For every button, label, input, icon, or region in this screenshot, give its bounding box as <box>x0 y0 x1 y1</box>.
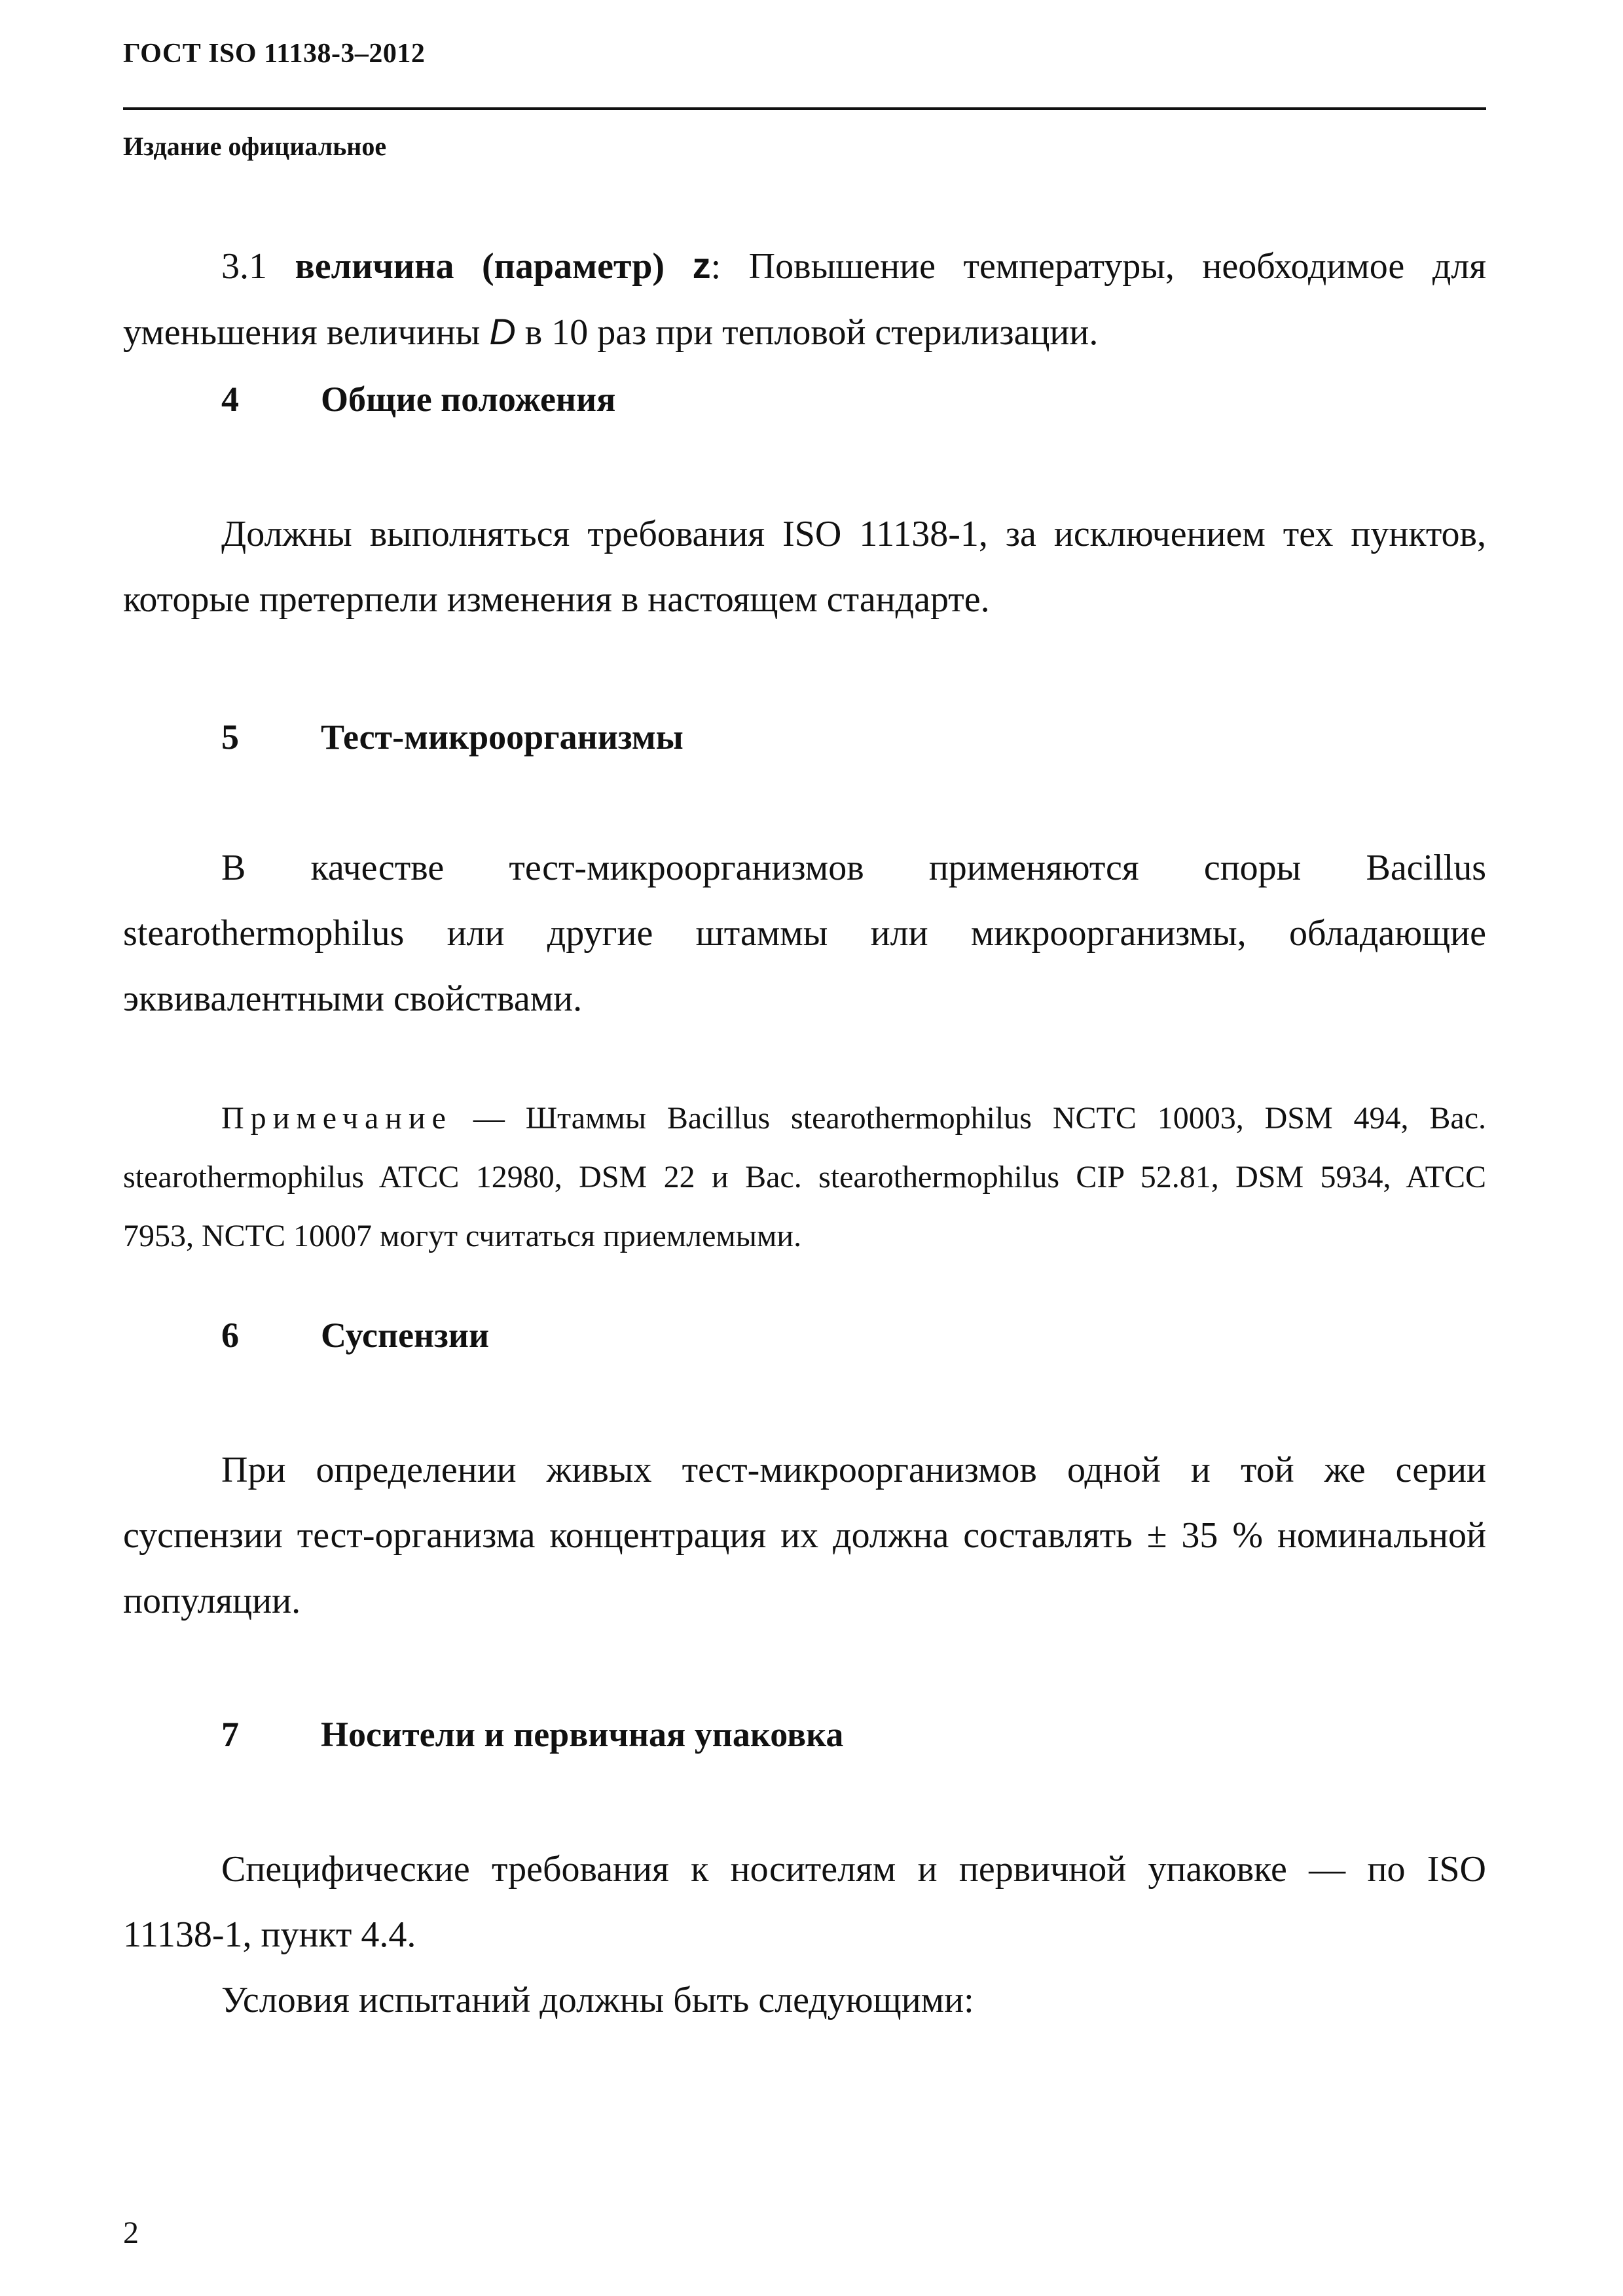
section-5-note <box>123 1089 1486 1266</box>
section-4-heading <box>221 367 615 432</box>
section-4-number: 4 <box>221 380 239 419</box>
definition-text-part2b: в 10 раз при тепловой стерилизации. <box>515 312 1099 353</box>
section-6-line-3: популяции. <box>123 1581 301 1621</box>
section-5-heading <box>221 704 684 770</box>
section-5-line-3: эквивалентными свойствами. <box>123 978 583 1019</box>
section-6-line-2: суспензии тест-организма концентрация их должна составлять ± 35 % номинальной <box>123 1515 1486 1556</box>
section-5-number: 5 <box>221 717 239 757</box>
section-6-paragraph <box>123 1437 1486 1634</box>
note-line-2: stearothermophilus ATCC 12980, DSM 22 и Bac. stearothermophilus CIP 52.81, DSM 5934, ATCC <box>123 1160 1486 1194</box>
section-5-line-1: В качестве тест-микроорганизмов применяются споры Bacillus <box>221 848 1486 888</box>
note-text-1: — Штаммы Bacillus stearothermophilus NCTC 10003, DSM 494, Bac. <box>452 1101 1486 1136</box>
page-number: 2 <box>123 2215 139 2250</box>
definition-symbol: z <box>692 245 711 286</box>
section-4-line-2: которые претерпели изменения в настоящем стандарте. <box>123 579 990 620</box>
section-7-paragraph <box>123 1837 1486 2033</box>
section-6-number: 6 <box>221 1316 239 1355</box>
section-6-line-1: При определении живых тест-микроорганизмов одной и той же серии <box>221 1450 1486 1490</box>
edition-label: Издание официальное <box>123 132 387 161</box>
note-label: Примечание <box>221 1101 452 1136</box>
header-rule <box>123 107 1486 110</box>
definition-text-part1: Повышение температуры, необходимое для <box>721 246 1487 287</box>
note-line-1 <box>123 1089 1486 1148</box>
section-7-title: Носители и первичная упаковка <box>321 1715 844 1754</box>
section-7-line-1: Специфические требования к носителям и первичной упаковке — по ISO <box>221 1849 1486 1890</box>
section-7-heading <box>221 1702 843 1767</box>
definition-colon: : <box>710 246 721 287</box>
section-6-title: Суспензии <box>321 1316 490 1355</box>
section-7-line-3: Условия испытаний должны быть следующими: <box>221 1980 974 2020</box>
section-5-line-2: stearothermophilus или другие штаммы или микроорганизмы, обладающие <box>123 913 1486 954</box>
section-7-line-2: 11138-1, пункт 4.4. <box>123 1914 416 1955</box>
section-4-title: Общие положения <box>321 380 616 419</box>
definition-symbol-d: D <box>489 311 516 352</box>
section-4-paragraph <box>123 501 1486 632</box>
section-7-number: 7 <box>221 1715 239 1754</box>
note-line-3: 7953, NCTC 10007 могут считаться приемлемыми. <box>123 1219 802 1253</box>
definition-line-2 <box>123 299 1486 365</box>
section-6-heading <box>221 1302 489 1368</box>
section-5-title: Тест-микроорганизмы <box>321 717 684 757</box>
definition-line-1 <box>123 233 1486 299</box>
definition-text-part2a: уменьшения величины <box>123 312 490 353</box>
definition-term: величина (параметр) <box>295 246 665 287</box>
definition-number: 3.1 <box>221 246 267 287</box>
section-5-paragraph <box>123 835 1486 1031</box>
document-designation: ГОСТ ISO 11138-3–2012 <box>123 39 426 69</box>
definition-3-1 <box>123 233 1486 365</box>
section-4-line-1: Должны выполняться требования ISO 11138-1, за исключением тех пунктов, <box>221 514 1486 554</box>
